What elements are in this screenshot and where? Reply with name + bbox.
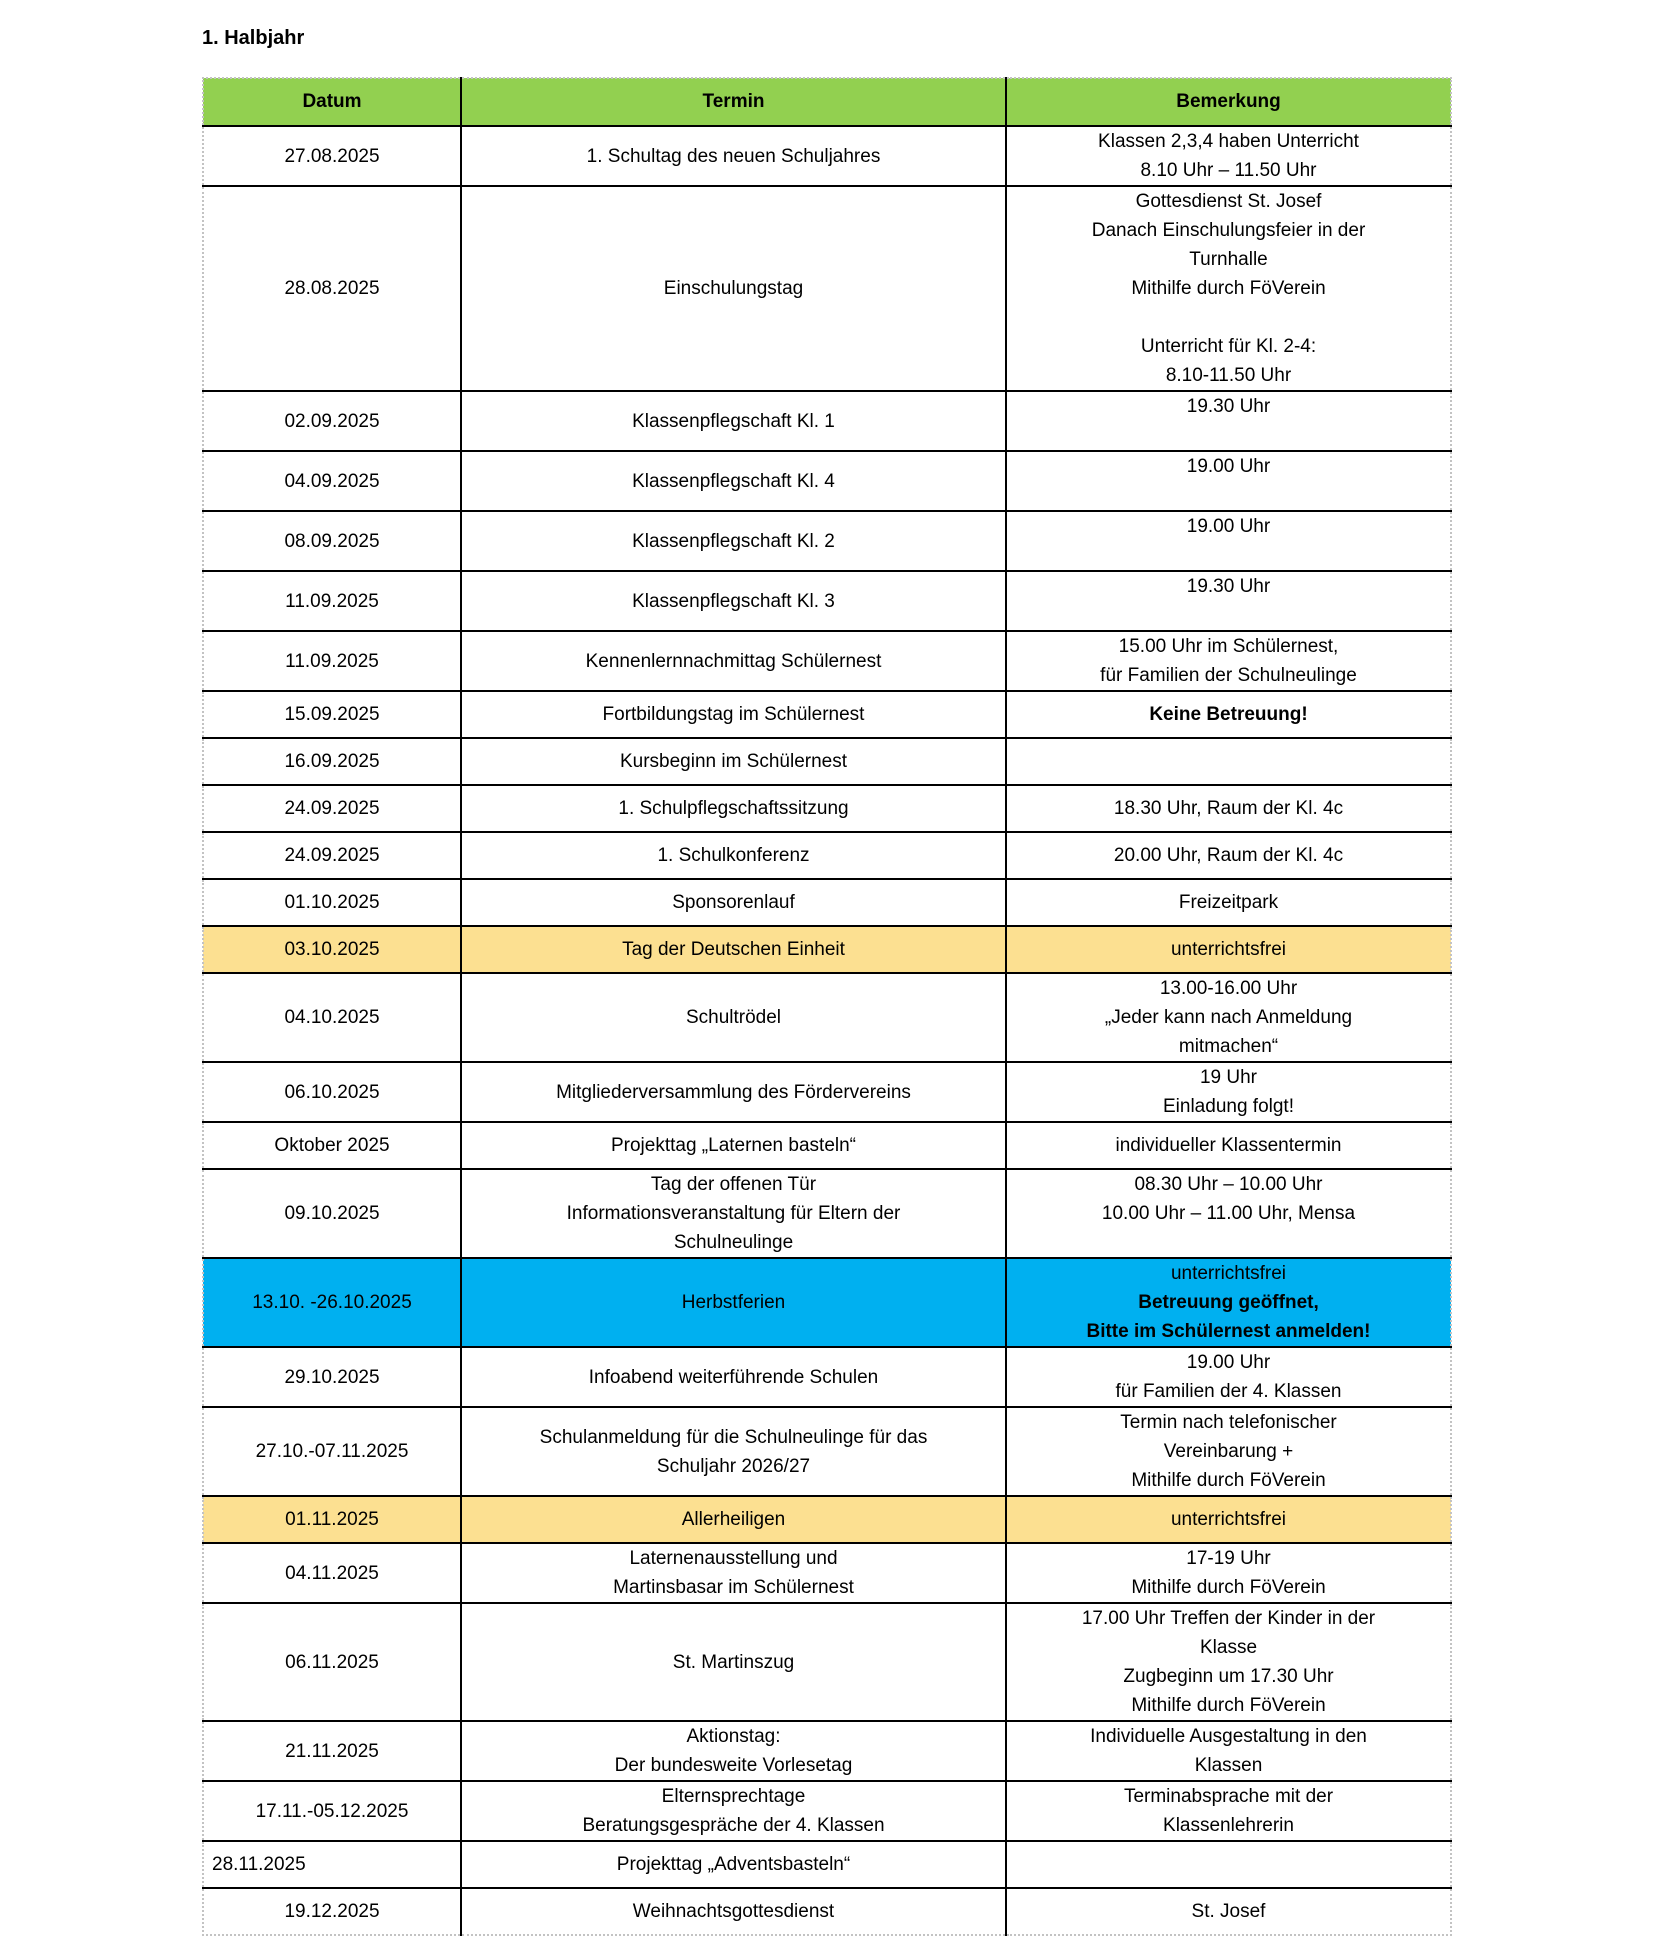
table-row: [203, 1169, 1451, 1258]
datum-cell: [203, 1781, 461, 1841]
table-row: [203, 1496, 1451, 1543]
termin-cell: [461, 879, 1006, 926]
cell-line: Kennenlernnachmittag Schülernest: [585, 650, 882, 672]
table-row: [203, 785, 1451, 832]
termin-cell: [461, 1888, 1006, 1935]
termin-cell: [461, 1347, 1006, 1407]
cell-line: Herbstferien: [681, 1292, 786, 1313]
termin-cell: [461, 631, 1006, 691]
termin-cell: [461, 1603, 1006, 1721]
cell-line: [1015, 421, 1442, 450]
datum-cell: [203, 832, 461, 879]
cell-line: 15.09.2025: [284, 704, 380, 725]
cell-line: 06.11.2025: [285, 1651, 379, 1673]
datum-cell: [203, 511, 461, 571]
cell-line: unterrichtsfrei: [1170, 1263, 1287, 1284]
cell-line: [1015, 747, 1442, 776]
bemerkung-cell: [1006, 1841, 1451, 1888]
cell-line: Turnhalle: [1189, 249, 1268, 270]
column-header-datum: Datum: [203, 78, 461, 126]
table-row: [203, 1407, 1451, 1496]
datum-cell: [203, 1721, 461, 1781]
cell-line: 01.11.2025: [285, 1509, 379, 1530]
cell-line: 17-19 Uhr: [1186, 1548, 1271, 1569]
column-header-termin: Termin: [461, 78, 1006, 126]
cell-line: Terminabsprache mit der: [1123, 1786, 1334, 1807]
datum-cell: [203, 1258, 461, 1347]
cell-line: Schuljahr 2026/27: [656, 1455, 811, 1477]
termin-cell: [461, 691, 1006, 738]
cell-line: 29.10.2025: [284, 1366, 380, 1388]
termin-cell: [461, 126, 1006, 186]
cell-line: Tag der offenen Tür: [650, 1174, 817, 1195]
table-header: [203, 78, 1451, 126]
cell-line: [1015, 541, 1442, 570]
datum-cell: [203, 186, 461, 391]
cell-line: 04.10.2025: [284, 1007, 380, 1028]
cell-line: Mitgliederversammlung des Fördervereins: [556, 1081, 911, 1103]
cell-line: Tag der Deutschen Einheit: [622, 939, 845, 960]
datum-cell: [203, 691, 461, 738]
cell-line: 13.10. -26.10.2025: [252, 1292, 412, 1313]
cell-line: Sponsorenlauf: [672, 892, 795, 913]
table-row: [203, 451, 1451, 511]
cell-line: 03.10.2025: [284, 939, 380, 960]
datum-cell: [203, 391, 461, 451]
bemerkung-cell: [1006, 451, 1451, 511]
cell-line: 19.00 Uhr: [1186, 516, 1271, 537]
termin-cell: [461, 1721, 1006, 1781]
table-row: [203, 1888, 1451, 1935]
bemerkung-cell: [1006, 1721, 1451, 1781]
cell-line: Fortbildungstag im Schülernest: [602, 704, 865, 725]
termin-cell: [461, 1781, 1006, 1841]
cell-line: Oktober 2025: [274, 1135, 390, 1156]
datum-cell: [203, 1543, 461, 1603]
datum-cell: [203, 1169, 461, 1258]
datum-cell: [203, 1062, 461, 1122]
cell-line: Beratungsgespräche der 4. Klassen: [582, 1815, 885, 1836]
cell-line: St. Josef: [1191, 1901, 1266, 1922]
cell-line: Klassen 2,3,4 haben Unterricht: [1098, 131, 1359, 152]
bemerkung-cell: [1006, 631, 1451, 691]
cell-line: 28.08.2025: [284, 278, 380, 299]
datum-cell: [203, 926, 461, 973]
cell-line: 02.09.2025: [284, 410, 380, 432]
termin-cell: [461, 926, 1006, 973]
table-row: [203, 1122, 1451, 1169]
cell-line: Laternenausstellung und: [629, 1548, 838, 1569]
datum-cell: [203, 1496, 461, 1543]
termin-cell: [461, 1062, 1006, 1122]
cell-line: Klassenpflegschaft Kl. 2: [632, 530, 835, 552]
datum-cell: [203, 738, 461, 785]
termin-cell: [461, 738, 1006, 785]
bemerkung-cell: [1006, 738, 1451, 785]
cell-line: 13.00-16.00 Uhr: [1159, 978, 1298, 999]
table-row: [203, 511, 1451, 571]
cell-line: 15.00 Uhr im Schülernest,: [1118, 636, 1339, 657]
termin-cell: [461, 1496, 1006, 1543]
cell-line: 16.09.2025: [284, 751, 380, 772]
cell-line: Mithilfe durch FöVerein: [1131, 1577, 1326, 1598]
cell-line: 1. Schultag des neuen Schuljahres: [586, 145, 881, 167]
cell-line: individueller Klassentermin: [1115, 1135, 1342, 1156]
cell-line: 8.10 Uhr – 11.50 Uhr: [1140, 160, 1317, 181]
cell-line: Klassenpflegschaft Kl. 1: [632, 410, 835, 432]
cell-line: 18.30 Uhr, Raum der Kl. 4c: [1113, 798, 1344, 819]
cell-line: Mithilfe durch FöVerein: [1131, 1695, 1326, 1716]
termin-cell: [461, 571, 1006, 631]
datum-cell: [203, 126, 461, 186]
cell-line: 27.08.2025: [284, 145, 380, 167]
cell-line: 19.12.2025: [284, 1901, 380, 1922]
cell-line: Schultrödel: [685, 1007, 782, 1028]
cell-line: Klassenlehrerin: [1163, 1815, 1294, 1836]
bemerkung-cell: [1006, 973, 1451, 1062]
table-row: [203, 391, 1451, 451]
bemerkung-cell: [1006, 1169, 1451, 1258]
cell-line: Klassenpflegschaft Kl. 4: [632, 470, 835, 492]
cell-line: unterrichtsfrei: [1170, 1509, 1287, 1530]
cell-line: 27.10.-07.11.2025: [255, 1441, 409, 1462]
cell-line: 20.00 Uhr, Raum der Kl. 4c: [1113, 845, 1344, 866]
cell-line: 19.00 Uhr: [1186, 1352, 1271, 1373]
cell-line: 28.11.2025: [212, 1854, 306, 1875]
bemerkung-cell: [1006, 1062, 1451, 1122]
table-row: [203, 879, 1451, 926]
bemerkung-cell: [1006, 926, 1451, 973]
table-row: [203, 186, 1451, 391]
cell-line: 19 Uhr: [1199, 1067, 1258, 1088]
table-row: [203, 126, 1451, 186]
cell-line: Kursbeginn im Schülernest: [619, 751, 848, 772]
datum-cell: [203, 973, 461, 1062]
table-row: [203, 1841, 1451, 1888]
cell-line: Schulneulinge: [673, 1232, 794, 1253]
cell-line: Danach Einschulungsfeier in der: [1091, 220, 1366, 241]
termin-cell: [461, 511, 1006, 571]
cell-line: 19.30 Uhr: [1186, 396, 1271, 417]
cell-line: Der bundesweite Vorlesetag: [614, 1755, 853, 1776]
termin-cell: [461, 391, 1006, 451]
table-row: [203, 1721, 1451, 1781]
cell-line: 06.10.2025: [284, 1081, 380, 1103]
schedule-table: [202, 77, 1452, 1936]
cell-line: Keine Betreuung!: [1149, 704, 1308, 725]
cell-line: Mithilfe durch FöVerein: [1131, 1470, 1326, 1491]
cell-line: Klassen: [1194, 1755, 1263, 1776]
datum-cell: [203, 631, 461, 691]
cell-line: 1. Schulkonferenz: [657, 845, 810, 866]
cell-line: Unterricht für Kl. 2-4:: [1140, 336, 1317, 357]
cell-line: Elternsprechtage: [661, 1786, 806, 1807]
cell-line: St. Martinszug: [672, 1651, 795, 1673]
cell-line: Infoabend weiterführende Schulen: [588, 1366, 879, 1388]
cell-line: Allerheiligen: [681, 1509, 786, 1530]
termin-cell: [461, 785, 1006, 832]
table-row: [203, 1258, 1451, 1347]
termin-cell: [461, 1407, 1006, 1496]
cell-line: 1. Schulpflegschaftssitzung: [618, 798, 849, 819]
table-row: [203, 1603, 1451, 1721]
cell-line: Weihnachtsgottesdienst: [632, 1901, 835, 1922]
cell-line: 11.09.2025: [285, 650, 379, 672]
table-row: [203, 926, 1451, 973]
bemerkung-cell: [1006, 186, 1451, 391]
bemerkung-cell: [1006, 1888, 1451, 1935]
column-header-bemerkung: Bemerkung: [1006, 78, 1451, 126]
bemerkung-cell: [1006, 785, 1451, 832]
cell-line: „Jeder kann nach Anmeldung: [1104, 1007, 1353, 1028]
cell-line: Einschulungstag: [663, 278, 804, 299]
termin-cell: [461, 832, 1006, 879]
cell-line: Betreuung geöffnet,: [1138, 1292, 1319, 1313]
cell-line: Gottesdienst St. Josef: [1135, 191, 1322, 212]
table-row: [203, 738, 1451, 785]
bemerkung-cell: [1006, 832, 1451, 879]
bemerkung-cell: [1006, 1347, 1451, 1407]
cell-line: mitmachen“: [1178, 1036, 1279, 1057]
cell-line: 04.11.2025: [285, 1562, 379, 1584]
termin-cell: [461, 451, 1006, 511]
bemerkung-cell: [1006, 391, 1451, 451]
termin-cell: [461, 973, 1006, 1062]
cell-line: 08.09.2025: [284, 530, 380, 552]
cell-line: 04.09.2025: [284, 470, 380, 492]
datum-cell: [203, 1888, 461, 1935]
cell-line: 24.09.2025: [284, 798, 380, 819]
cell-line: Freizeitpark: [1178, 892, 1279, 913]
cell-line: 11.09.2025: [285, 590, 379, 612]
cell-line: unterrichtsfrei: [1170, 939, 1287, 960]
bemerkung-cell: [1006, 1407, 1451, 1496]
cell-line: für Familien der Schulneulinge: [1100, 665, 1357, 686]
cell-line: Projekttag „Adventsbasteln“: [616, 1854, 851, 1875]
cell-line: [1015, 1850, 1442, 1879]
cell-line: Informationsveranstaltung für Eltern der: [566, 1203, 901, 1224]
bemerkung-cell: [1006, 1122, 1451, 1169]
termin-cell: [461, 186, 1006, 391]
cell-line: Zugbeginn um 17.30 Uhr: [1123, 1666, 1334, 1687]
cell-line: 09.10.2025: [284, 1203, 380, 1224]
table-row: [203, 571, 1451, 631]
page-title: 1. Halbjahr: [202, 27, 305, 49]
cell-line: Aktionstag:: [686, 1726, 781, 1747]
table-row: [203, 631, 1451, 691]
bemerkung-cell: [1006, 511, 1451, 571]
bemerkung-cell: [1006, 1496, 1451, 1543]
bemerkung-cell: [1006, 1258, 1451, 1347]
datum-cell: [203, 451, 461, 511]
cell-line: 17.00 Uhr Treffen der Kinder in der: [1081, 1608, 1376, 1629]
table-row: [203, 691, 1451, 738]
datum-cell: [203, 1347, 461, 1407]
table-row: [203, 1781, 1451, 1841]
bemerkung-cell: [1006, 126, 1451, 186]
bemerkung-cell: [1006, 571, 1451, 631]
cell-line: Projekttag „Laternen basteln“: [610, 1135, 857, 1156]
bemerkung-cell: [1006, 691, 1451, 738]
cell-line: 19.30 Uhr: [1186, 576, 1271, 597]
cell-line: [1015, 601, 1442, 630]
cell-line: 10.00 Uhr – 11.00 Uhr, Mensa: [1101, 1203, 1356, 1224]
cell-line: 8.10-11.50 Uhr: [1165, 365, 1292, 386]
table-row: [203, 1347, 1451, 1407]
datum-cell: [203, 1841, 461, 1888]
cell-line: Klassenpflegschaft Kl. 3: [632, 590, 835, 612]
table-row: [203, 832, 1451, 879]
termin-cell: [461, 1841, 1006, 1888]
cell-line: [1015, 303, 1442, 332]
termin-cell: [461, 1543, 1006, 1603]
cell-line: 24.09.2025: [284, 845, 380, 866]
bemerkung-cell: [1006, 1781, 1451, 1841]
header-row: [203, 78, 1451, 126]
bemerkung-cell: [1006, 1543, 1451, 1603]
cell-line: Individuelle Ausgestaltung in den: [1090, 1726, 1367, 1747]
cell-line: Schulanmeldung für die Schulneulinge für das: [539, 1426, 928, 1448]
table-row: [203, 1062, 1451, 1122]
cell-line: für Familien der 4. Klassen: [1115, 1381, 1342, 1402]
cell-line: Martinsbasar im Schülernest: [613, 1577, 854, 1598]
table-row: [203, 973, 1451, 1062]
table-rows: [203, 126, 1451, 1935]
cell-line: Mithilfe durch FöVerein: [1131, 278, 1326, 299]
cell-line: Bitte im Schülernest anmelden!: [1086, 1321, 1371, 1342]
datum-cell: [203, 571, 461, 631]
cell-line: Einladung folgt!: [1163, 1096, 1294, 1117]
cell-line: 19.00 Uhr: [1186, 456, 1271, 477]
termin-cell: [461, 1258, 1006, 1347]
datum-cell: [203, 879, 461, 926]
datum-cell: [203, 1407, 461, 1496]
cell-line: 17.11.-05.12.2025: [255, 1800, 409, 1822]
cell-line: Vereinbarung +: [1163, 1441, 1294, 1462]
datum-cell: [203, 1603, 461, 1721]
datum-cell: [203, 1122, 461, 1169]
cell-line: Termin nach telefonischer: [1120, 1412, 1337, 1433]
cell-line: [1015, 481, 1442, 510]
termin-cell: [461, 1169, 1006, 1258]
cell-line: 21.11.2025: [285, 1740, 379, 1762]
table-row: [203, 1543, 1451, 1603]
bemerkung-cell: [1006, 879, 1451, 926]
datum-cell: [203, 785, 461, 832]
termin-cell: [461, 1122, 1006, 1169]
cell-line: Klasse: [1199, 1637, 1258, 1658]
cell-line: 08.30 Uhr – 10.00 Uhr: [1134, 1174, 1323, 1195]
bemerkung-cell: [1006, 1603, 1451, 1721]
cell-line: 01.10.2025: [284, 892, 380, 913]
